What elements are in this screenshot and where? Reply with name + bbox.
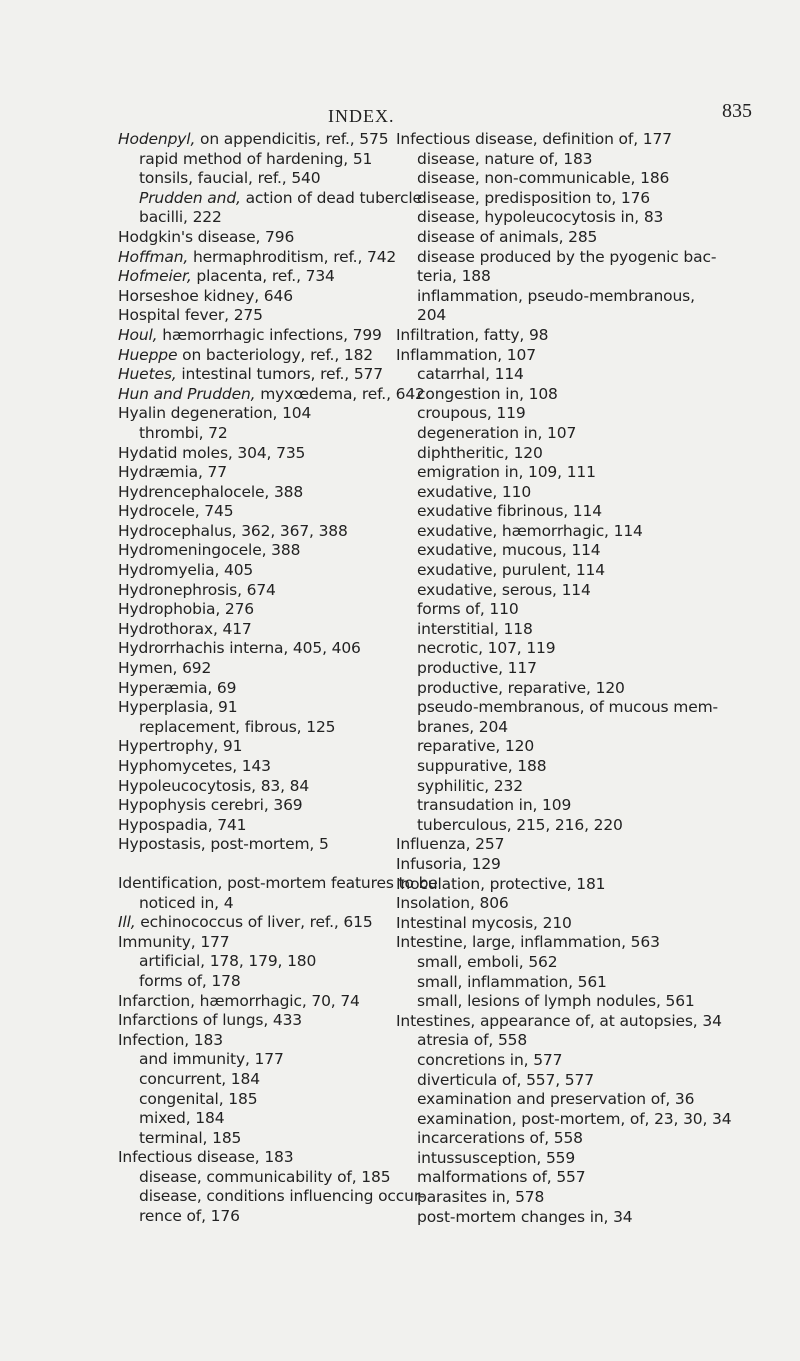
- page-number: 835: [722, 100, 752, 122]
- index-author-name: Hofmeier,: [118, 267, 192, 286]
- index-entry-text: on appendicitis, ref., 575: [195, 130, 389, 148]
- index-entry: Hyphomycetes, 143: [118, 757, 271, 775]
- index-entry: productive, 117: [417, 659, 537, 678]
- index-entry: Hydrothorax, 417: [118, 619, 252, 638]
- index-entry: disease produced by the pyogenic bac-: [417, 247, 717, 266]
- index-entry: Infarctions of lungs, 433: [118, 1011, 303, 1030]
- index-entry: Infarction, hæmorrhagic, 70, 74: [118, 991, 360, 1010]
- index-entry: disease, nature of, 183: [417, 149, 593, 168]
- index-entry: Infectious disease, definition of, 177: [396, 130, 672, 148]
- index-entry: exudative, 110: [417, 482, 532, 501]
- index-entry-text: action of dead tubercle: [240, 188, 422, 207]
- index-entry: interstitial, 118: [417, 619, 533, 638]
- index-entry: rence of, 176: [139, 1207, 240, 1226]
- index-entry: atresia of, 558: [417, 1031, 528, 1050]
- index-entry: Inoculation, protective, 181: [396, 874, 606, 893]
- index-entry: Immunity, 177: [118, 932, 230, 951]
- index-entry: parasites in, 578: [417, 1188, 545, 1207]
- index-entry: Hypostasis, post-mortem, 5: [118, 835, 329, 854]
- index-entry: small, lesions of lymph nodules, 561: [417, 992, 695, 1011]
- index-author-name: Hodenpyl,: [118, 130, 196, 148]
- index-entry: small, emboli, 562: [417, 952, 558, 971]
- index-entry: thrombi, 72: [139, 423, 228, 442]
- index-entry: concurrent, 184: [139, 1069, 260, 1088]
- index-entry: mixed, 184: [139, 1109, 225, 1128]
- index-entry: malformations of, 557: [417, 1168, 586, 1187]
- index-entry: 204: [417, 306, 447, 325]
- index-author-name: Hoffman,: [118, 247, 189, 266]
- index-entry: Insolation, 806: [396, 894, 509, 913]
- index-entry: bacilli, 222: [139, 208, 222, 227]
- index-entry: Influenza, 257: [396, 835, 505, 854]
- index-entry: artificial, 178, 179, 180: [139, 952, 317, 971]
- index-entry: disease, hypoleucocytosis in, 83: [417, 208, 664, 227]
- index-entry: examination and preservation of, 36: [417, 1090, 695, 1109]
- index-entry: Hyperplasia, 91: [118, 698, 238, 717]
- index-entry: Hyalin degeneration, 104: [118, 404, 312, 423]
- index-entry: Hydromeningocele, 388: [118, 541, 301, 560]
- index-entry: exudative, mucous, 114: [417, 541, 601, 560]
- index-entry-text: hæmorrhagic infections, 799: [157, 325, 382, 344]
- page-title: INDEX.: [328, 106, 395, 126]
- index-entry: forms of, 178: [139, 971, 241, 990]
- index-entry: post-mortem changes in, 34: [417, 1207, 633, 1226]
- index-entry: [118, 188, 422, 209]
- index-entry: Hydrophobia, 276: [118, 600, 255, 619]
- index-entry-text: intestinal tumors, ref., 577: [176, 365, 383, 384]
- index-column-right: [396, 130, 732, 1227]
- index-entry: Hydatid moles, 304, 735: [118, 443, 306, 462]
- index-entry: Infiltration, fatty, 98: [396, 325, 549, 344]
- index-entry: terminal, 185: [139, 1128, 242, 1147]
- index-entry: exudative, hæmorrhagic, 114: [417, 521, 643, 540]
- index-entry: [118, 913, 410, 933]
- index-entry: congenital, 185: [139, 1089, 258, 1108]
- index-entry: [118, 267, 410, 287]
- index-entry: [118, 365, 410, 385]
- index-entry: pseudo-membranous, of mucous mem-: [417, 698, 718, 717]
- index-author-name: Huetes,: [118, 365, 177, 384]
- index-entry: Intestine, large, inflammation, 563: [396, 933, 660, 952]
- index-entry: incarcerations of, 558: [417, 1129, 583, 1148]
- index-entry: rapid method of hardening, 51: [139, 149, 373, 168]
- index-author-name: Prudden and,: [139, 188, 241, 207]
- index-entry: forms of, 110: [417, 600, 519, 619]
- index-entry: exudative, serous, 114: [417, 580, 591, 599]
- index-entry: disease, non-communicable, 186: [417, 169, 670, 188]
- index-entry: Hydrocephalus, 362, 367, 388: [118, 521, 348, 540]
- index-entry: Hypophysis cerebri, 369: [118, 796, 303, 815]
- index-entry: reparative, 120: [417, 737, 535, 756]
- index-entry-text: hermaphroditism, ref., 742: [188, 247, 397, 266]
- index-entry: Hypoleucocytosis, 83, 84: [118, 776, 310, 795]
- index-entry: disease, communicability of, 185: [139, 1167, 391, 1186]
- index-entry: Horseshoe kidney, 646: [118, 286, 293, 305]
- index-entry: Intestines, appearance of, at autopsies, 34: [396, 1011, 722, 1030]
- index-entry: necrotic, 107, 119: [417, 639, 556, 658]
- index-entry: productive, reparative, 120: [417, 678, 625, 697]
- index-entry: diverticula of, 557, 577: [417, 1070, 594, 1089]
- index-entry-text: myxœdema, ref., 642: [255, 384, 425, 403]
- index-entry: Inflammation, 107: [396, 345, 536, 364]
- index-entry: branes, 204: [417, 717, 508, 736]
- index-entry: inflammation, pseudo-membranous,: [417, 286, 695, 305]
- index-entry: Hypospadia, 741: [118, 815, 247, 834]
- index-entry-text: on bacteriology, ref., 182: [177, 345, 374, 364]
- index-entry: [118, 384, 425, 405]
- index-entry: congestion in, 108: [417, 384, 558, 403]
- index-entry: disease, predisposition to, 176: [417, 188, 651, 207]
- index-entry: Hymen, 692: [118, 659, 212, 678]
- index-entry: emigration in, 109, 111: [417, 463, 596, 482]
- index-entry: teria, 188: [417, 267, 491, 286]
- index-entry: Hydronephrosis, 674: [118, 580, 276, 599]
- index-entry: and immunity, 177: [139, 1050, 284, 1069]
- index-entry: disease of animals, 285: [417, 227, 598, 246]
- index-entry: [118, 326, 410, 346]
- index-entry: noticed in, 4: [139, 893, 234, 912]
- index-entry: Hodgkin's disease, 796: [118, 227, 295, 246]
- index-entry: exudative, purulent, 114: [417, 561, 605, 580]
- index-entry: Hospital fever, 275: [118, 306, 263, 325]
- index-entry: Intestinal mycosis, 210: [396, 913, 572, 932]
- index-entry: croupous, 119: [417, 404, 526, 423]
- index-entry: small, inflammation, 561: [417, 972, 607, 991]
- index-author-name: Hun and Prudden,: [118, 384, 256, 403]
- index-entry: Hydromyelia, 405: [118, 561, 254, 580]
- index-entry: transudation in, 109: [417, 796, 572, 815]
- index-entry: Hydræmia, 77: [118, 463, 227, 482]
- index-entry: Hyperæmia, 69: [118, 678, 237, 697]
- index-entry: suppurative, 188: [417, 757, 547, 775]
- index-entry: [118, 248, 410, 268]
- index-entry: tuberculous, 215, 216, 220: [417, 815, 623, 834]
- index-entry-text: echinococcus of liver, ref., 615: [135, 913, 373, 932]
- index-entry: exudative fibrinous, 114: [417, 502, 602, 521]
- index-entry: syphilitic, 232: [417, 776, 523, 795]
- index-entry: concretions in, 577: [417, 1050, 563, 1069]
- index-entry: degeneration in, 107: [417, 423, 577, 442]
- index-entry: catarrhal, 114: [417, 365, 524, 384]
- index-entry: [118, 346, 410, 366]
- index-author-name: Hueppe: [118, 345, 178, 364]
- index-entry: intussusception, 559: [417, 1148, 576, 1167]
- index-entry: diphtheritic, 120: [417, 443, 543, 462]
- index-entry: replacement, fibrous, 125: [139, 717, 336, 736]
- index-entry: disease, conditions influencing occur-: [139, 1187, 425, 1206]
- index-entry: Hydrorrhachis interna, 405, 406: [118, 639, 361, 658]
- index-entry: [118, 130, 410, 150]
- index-entry: examination, post-mortem, of, 23, 30, 34: [417, 1109, 732, 1128]
- index-entry: Identification, post-mortem features to be: [118, 873, 438, 892]
- index-entry: Infusoria, 129: [396, 854, 501, 873]
- index-entry-text: placenta, ref., 734: [191, 267, 335, 286]
- index-entry: Hydrencephalocele, 388: [118, 482, 304, 501]
- index-entry: Hypertrophy, 91: [118, 737, 243, 756]
- index-entry: Hydrocele, 745: [118, 502, 234, 521]
- index-entry: Infectious disease, 183: [118, 1148, 294, 1167]
- index-entry: Infection, 183: [118, 1030, 223, 1049]
- index-author-name: Houl,: [118, 325, 158, 344]
- index-entry: tonsils, faucial, ref., 540: [139, 169, 321, 188]
- index-author-name: Ill,: [118, 913, 136, 932]
